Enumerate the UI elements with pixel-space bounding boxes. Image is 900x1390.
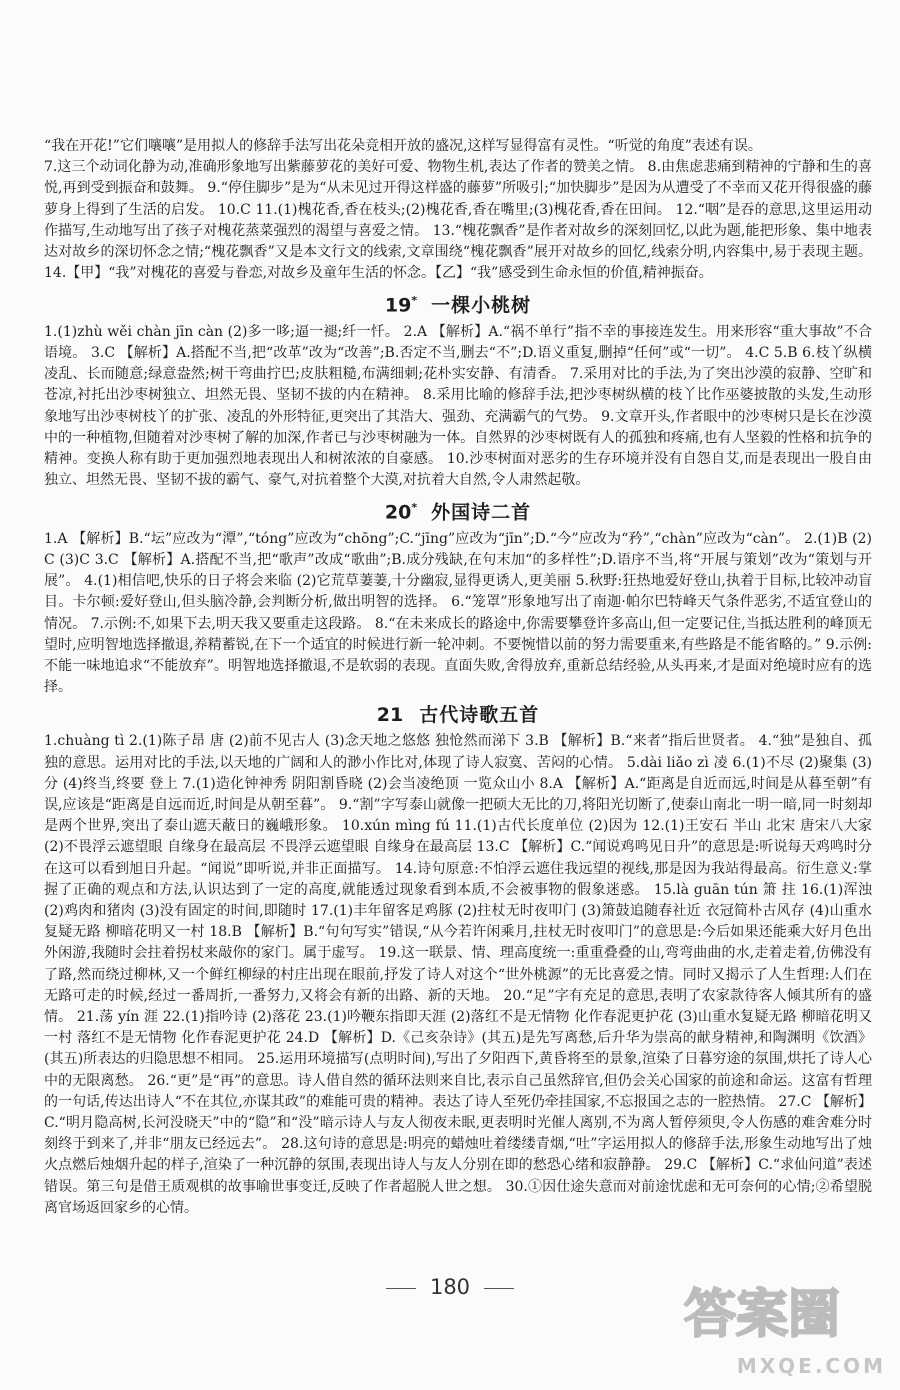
section-title-19 [44,288,872,318]
section-star: * [411,501,418,515]
section-name: 古代诗歌五首 [419,704,540,727]
section-number: 20 [384,501,412,524]
page-number-left-rule [386,1288,416,1289]
watermark-logo-glyphs: 答案圈 [684,1285,841,1345]
section-name: 一棵小桃树 [431,294,532,317]
section-answers-21: 1.chuàng tì 2.(1)陈子昂 唐 (2)前不见古人 (3)念天地之悠悠 独怆然而涕下 3.B 【解析】B.“来者”指后世贤者。 4.“独”是独自、孤独的意思。运用对比的手法,以天地的广阔和人的渺小作比对,体现了诗人寂寞、苦闷的心情。 5.dài liǎo zì 凌 6.(1)不尽 (2)聚集 (3)分 (4)终当,终要 登上 7.(1)造化钟神秀 阴阳割昏晓 (2)会当凌绝顶 一览众山小 8.A 【解析】A.“距离是自近而远,时间是从暮至朝”有误,应该是“距离是自远而近,时间是从朝至暮”。 9.“割”字写泰山就像一把硕大无比的刀,将阳光切断了,使泰山南北一明一暗,同一时刻却是两个世界,突出了泰山遮天蔽日的巍峨形象。 10.xún mìng fú 11.(1)古代长度单位 (2)因为 12.(1)王安石 半山 北宋 唐宋八大家 (2)不畏浮云遮望眼 自缘身在最高层 不畏浮云遮望眼 自缘身在最高层 13.C 【解析】C.“闻说鸡鸣见日升”的意思是:听说每天鸡鸣时分在这可以看到旭日升起。“闻说”即听说,并非正面描写。 14.诗句原意:不怕浮云遮住我远望的视线,那是因为我站得最高。衍生意义:掌握了正确的观点和方法,认识达到了一定的高度,就能透过现象看到本质,不会被事物的假象迷惑。 15.là guān tún 箫 拄 16.(1)浑浊 (2)鸡肉和猪肉 (3)没有固定的时间,即随时 17.(1)丰年留客足鸡豚 (2)拄杖无时夜叩门 (3)箫鼓追随春社近 衣冠简朴古风存 (4)山重水复疑无路 柳暗花明又一村 18.B 【解析】B.“句句写实”错误,“从今若许闲乘月,拄杖无时夜叩门”的意思是:今后如果还能乘大好月色出外闲游,我随时会拄着拐杖来敲你的家门。属于虚写。 19.这一联景、情、理高度统一:重重叠叠的山,弯弯曲曲的水,走着走着,仿佛没有了路,然而绕过柳林,又一个鲜红柳绿的村庄出现在眼前,抒发了诗人对这个“世外桃源”的无比喜爱之情。同时又揭示了人生哲理:人们在无路可走的时候,经过一番周折,一番努力,又将会有新的出路、新的天地。 20.“足”字有充足的意思,表明了农家款待客人倾其所有的盛情。 21.荡 yín 涯 22.(1)指吟诗 (2)落花 23.(1)吟鞭东指即天涯 (2)落红不是无情物 化作春泥更护花 (3)山重水复疑无路 柳暗花明又一村 落红不是无情物 化作春泥更护花 24.D 【解析】D.《己亥杂诗》(其五)是先写离愁,后升华为崇高的献身精神,和陶渊明《饮酒》(其五)所表达的归隐思想不相同。 25.运用环境描写(点明时间),写出了夕阳西下,黄昏将至的景象,渲染了日暮穷途的氛围,烘托了诗人心中的无限离愁。 26.“更”是“再”的意思。诗人借自然的循环法则来自比,表示自己虽然辞官,但仍会关心国家的前途和命运。这富有哲理的一句话,传达出诗人“不在其位,亦谋其政”的难能可贵的精神。表达了诗人至死仍牵挂国家,不忘报国之志的一腔热情。 27.C 【解析】C.“明月隐高树,长河没晓天”中的“隐”和“没”暗示诗人与友人彻夜未眠,更表明时光催人离别,不为离人暂停须臾,令人伤感的难舍难分时刻终于到来了,并非“朋友已经远去”。 28.这句诗的意思是:明亮的蜡烛吐着缕缕青烟,“吐”字运用拟人的修辞手法,形象生动地写出了烛火点燃后烛烟升起的样子,渲染了一种沉静的氛围,表现出诗人与友人分别在即的愁恐心绪和寂静静。 29.C 【解析】C.“求仙问道”表述错误。第三句是借王质观棋的故事喻世事变迁,反映了作者超脱人世之想。 30.①因仕途失意而对前途忧虑和无可奈何的心情;②希望脱离官场返回家乡的心情。 [44,733,872,1216]
answer-paragraph: “我在开花!”它们嚷嚷”是用拟人的修辞手法写出花朵竞相开放的盛况,这样写显得富有灵性。“听觉的角度”表述有误。 [44,138,762,154]
page-number-right-rule [484,1288,514,1289]
watermark-logo-icon [676,1274,886,1354]
section-title-20 [44,495,872,525]
watermark-url: MXQE.COM [736,1354,886,1378]
section-star: * [411,294,418,308]
page-content [44,136,872,1219]
watermark-logo [676,1274,886,1378]
section-title-21 [44,702,872,728]
section-answers-19: 1.(1)zhù wěi chàn jīn càn (2)多一哆;逼一褪;纤一忏。 2.A 【解析】A.“祸不单行”指不幸的事接连发生。用来形容“重大事故”不合语境。 3.C 【解析】A.搭配不当,把“改革”改为“改善”;B.否定不当,删去“不”;D.语义重复,删掉“任何”或“一切”。 4.C 5.B 6.枝丫纵横凌乱、长而随意;绿意盎然;树干弯曲拧巴;皮肤粗糙,布满细刺;花朴实安静、有清香。 7.采用对比的手法,为了突出沙漠的寂静、空旷和苍凉,衬托出沙枣树独立、坦然无畏、坚韧不拔的内在精神。 8.采用比喻的修辞手法,把沙枣树纵横的枝丫比作巫婆披散的头发,生动形象地写出沙枣树枝丫的扩张、凌乱的外形特征,更突出了其浩大、强劲、充满霸气的气势。 9.文章开头,作者眼中的沙枣树只是长在沙漠中的一种植物,但随着对沙枣树了解的加深,作者已与沙枣树融为一体。自然界的沙枣树既有人的孤独和疼痛,也有人坚毅的性格和抗争的精神。变换人称有助于更加强烈地表现出人和树浓浓的自豪感。 10.沙枣树面对恶劣的生存环境并没有自怨自艾,而是表现出一股自由独立、坦然无畏、坚韧不拔的霸气、豪气,对抗着整个大漠,对抗着大自然,令人肃然起敬。 [44,323,872,489]
section-answers-20: 1.A 【解析】B.“坛”应改为“潭”,“tóng”应改为“chōng”;C.“jīng”应改为“jīn”;D.“今”应改为“矜”,“chàn”应改为“càn”。 2.(1)B (2)C (3)C 3.C 【解析】A.搭配不当,把“歌声”改成“歌曲”;B.成分残缺,在句末加“的多样性”;D.语序不当,将“开展与策划”改为“策划与开展”。 4.(1)相信吧,快乐的日子将会来临 (2)它荒草萋萋,十分幽寂,显得更诱人,更美丽 5.秋野:狂热地爱好登山,执着于目标,比较冲动盲目。卡尔顿:爱好登山,但头脑冷静,会判断分析,做出明智的选择。 6.“笼罩”形象地写出了南迦·帕尔巴特峰天气条件恶劣,不适宜登山的情况。 7.示例:不,如果下去,明天我又要重走这段路。 8.“在未来成长的路途中,你需要攀登许多高山,但一定要记住,当抵达胜利的峰顶无望时,应明智地选择撤退,养精蓄锐,在下一个适宜的时候进行新一轮冲刺。不要惋惜以前的努力需要重来,有些路是不能省略的。” 9.示例:不能一味地追求“不能放弃”。明智地选择撤退,不是软弱的表现。直面失败,舍得放弃,重新总结经验,从头再来,才是面对绝境时应有的选择。 [44,530,872,696]
section-name: 外国诗二首 [431,501,532,524]
section-number: 21 [376,704,404,727]
section-number: 19 [384,294,412,317]
page-number-text: 180 [429,1275,471,1299]
answer-paragraph: 7.这三个动词化静为动,准确形象地写出紫藤萝花的美好可爱、物物生机,表达了作者的赞美之情。 8.由焦虑悲痛到精神的宁静和生的喜悦,再到受到振奋和鼓舞。 9.“停住脚步”是为“从未见过开得这样盛的藤萝”所吸引;“加快脚步”是因为从遭受了不幸而又花开得很盛的藤萝身上得到了生活的启发。 10.C 11.(1)槐花香,香在枝头;(2)槐花香,香在嘴里;(3)槐花香,香在田间。 12.“咽”是吞的意思,这里运用动作描写,生动地写出了孩子对槐花蒸菜强烈的渴望与喜爱之情。 13.“槐花飘香”是作者对故乡的深刻回忆,以此为题,能把形象、集中地表达对故乡的深切怀念之情;“槐花飘香”又是本文行文的线索,文章围绕“槐花飘香”展开对故乡的回忆,线索分明,内容集中,易于表现主题。 14.【甲】“我”对槐花的喜爱与眷恋,对故乡及童年生活的怀念。【乙】“我”感受到生命永恒的价值,精神振奋。 [44,159,872,282]
